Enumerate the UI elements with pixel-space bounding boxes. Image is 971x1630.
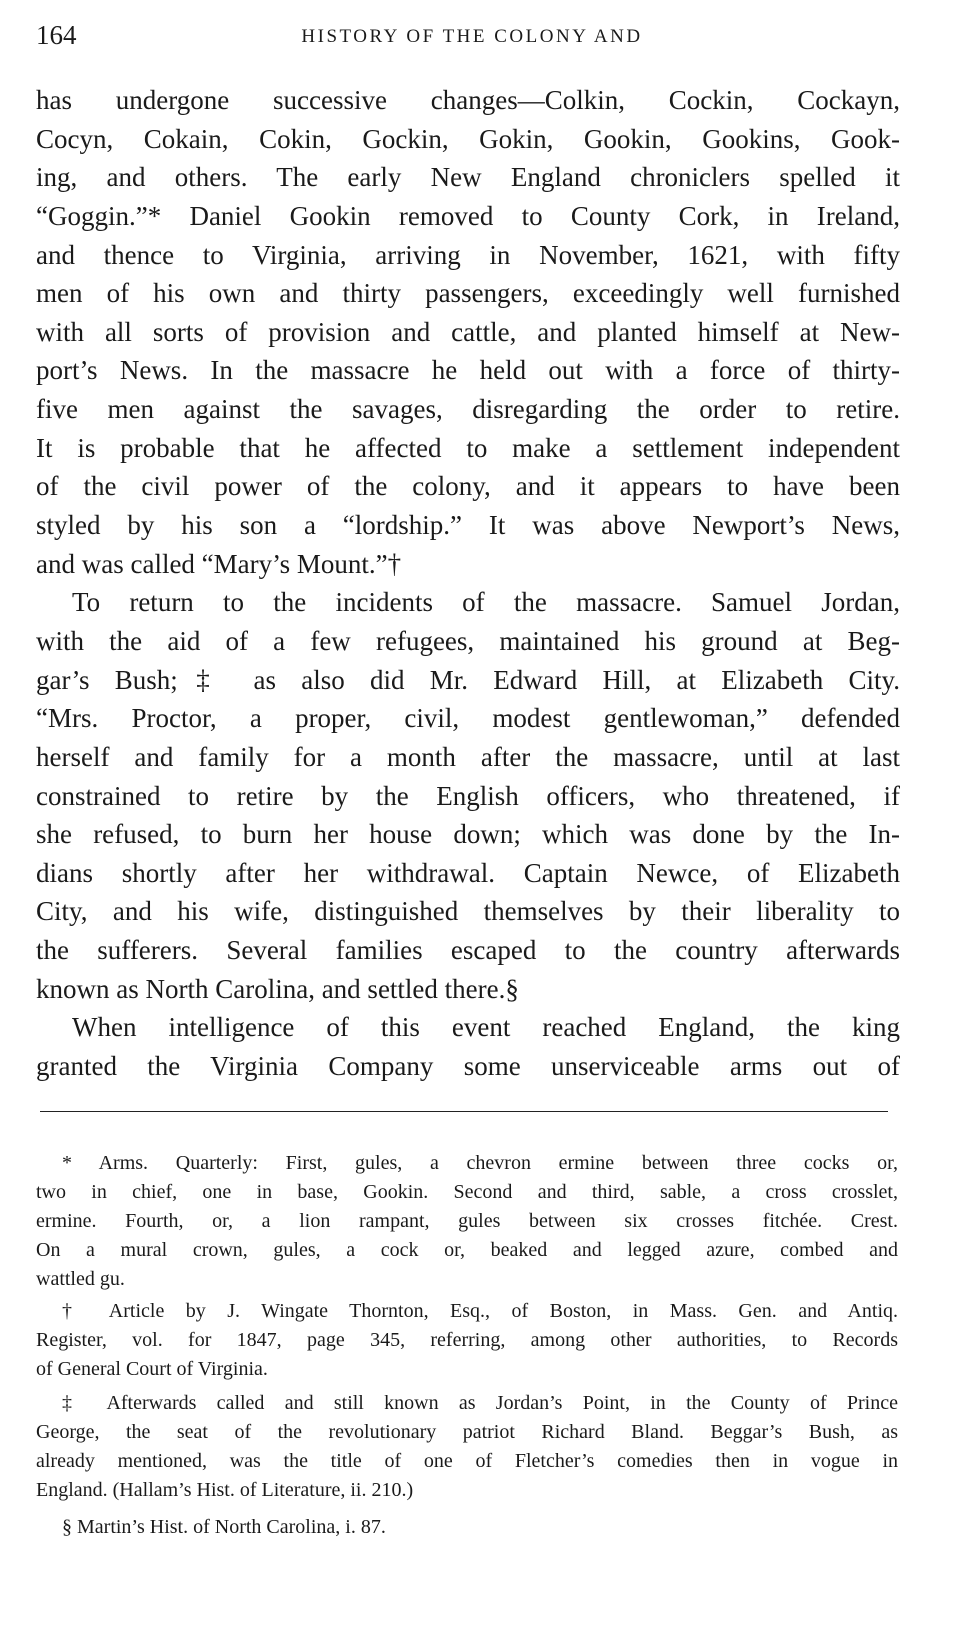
footnote-rule <box>40 1111 888 1112</box>
body-line: with all sorts of provision and cattle, and planted himself at New- <box>36 316 900 347</box>
body-line: herself and family for a month after the massacre, until at last <box>36 741 900 772</box>
body-line: the sufferers. Several families escaped to the country afterwards <box>36 935 900 966</box>
body-line: constrained to retire by the English officers, who threatened, if <box>36 780 900 811</box>
footnote-line: of General Court of Virginia. <box>36 1358 268 1380</box>
body-line: ing, and others. The early New England chroniclers spelled it <box>36 162 900 193</box>
body-line: five men against the savages, disregarding the order to retire. <box>36 394 900 425</box>
footnote-line: ‡ Afterwards called and still known as Jordan’s Point, in the County of Prince <box>62 1392 898 1414</box>
body-line: with the aid of a few refugees, maintained his ground at Beg- <box>36 625 900 656</box>
body-line: has undergone successive changes—Colkin, Cockin, Cockayn, <box>36 85 900 115</box>
body-line: and thence to Virginia, arriving in November, 1621, with fifty <box>36 239 900 270</box>
body-line: gar’s Bush;‡ as also did Mr. Edward Hill, at Elizabeth City. <box>36 664 900 695</box>
body-line: she refused, to burn her house down; which was done by the In- <box>36 819 900 850</box>
footnote-line: George, the seat of the revolutionary patriot Richard Bland. Beggar’s Bush, as <box>36 1421 898 1443</box>
body-line: When intelligence of this event reached England, the king <box>72 1012 900 1043</box>
body-line: To return to the incidents of the massacre. Samuel Jordan, <box>72 587 900 618</box>
running-title: HISTORY OF THE COLONY AND <box>301 26 643 47</box>
body-line: granted the Virginia Company some unserviceable arms out of <box>36 1051 900 1081</box>
footnote-line: * Arms. Quarterly: First, gules, a chevron ermine between three cocks or, <box>62 1152 898 1174</box>
body-line: known as North Carolina, and settled there.§ <box>36 973 519 1004</box>
body-line: Cocyn, Cokain, Cokin, Gockin, Gokin, Gookin, Gookins, Gook- <box>36 123 900 154</box>
footnote-line: Register, vol. for 1847, page 345, referring, among other authorities, to Records <box>36 1329 898 1351</box>
footnote-line: On a mural crown, gules, a cock or, beaked and legged azure, combed and <box>36 1239 898 1261</box>
footnote-line: ermine. Fourth, or, a lion rampant, gules between six crosses fitchée. Crest. <box>36 1210 898 1232</box>
body-line: “Goggin.”* Daniel Gookin removed to County Cork, in Ireland, <box>36 200 900 231</box>
body-line: men of his own and thirty passengers, exceedingly well furnished <box>36 278 900 309</box>
body-line: of the civil power of the colony, and it appears to have been <box>36 471 900 502</box>
footnote-line: two in chief, one in base, Gookin. Second and third, sable, a cross crosslet, <box>36 1181 898 1203</box>
body-line: dians shortly after her withdrawal. Captain Newce, of Elizabeth <box>36 857 900 888</box>
footnote-line: England. (Hallam’s Hist. of Literature, ii. 210.) <box>36 1479 414 1501</box>
body-line: styled by his son a “lordship.” It was above Newport’s News, <box>36 510 900 541</box>
body-line: City, and his wife, distinguished themselves by their liberality to <box>36 896 900 927</box>
body-line: port’s News. In the massacre he held out with a force of thirty- <box>36 355 900 386</box>
body-line: It is probable that he affected to make a settlement independent <box>36 432 900 463</box>
body-line: and was called “Mary’s Mount.”† <box>36 548 402 579</box>
footnote-line: † Article by J. Wingate Thornton, Esq., of Boston, in Mass. Gen. and Antiq. <box>62 1300 898 1322</box>
footnote-line: already mentioned, was the title of one of Fletcher’s comedies then in vogue in <box>36 1450 898 1472</box>
footnote-line: wattled gu. <box>36 1268 125 1290</box>
footnote-line: § Martin’s Hist. of North Carolina, i. 87. <box>62 1516 386 1538</box>
page-number: 164 <box>36 20 77 50</box>
body-line: “Mrs. Proctor, a proper, civil, modest gentlewoman,” defended <box>36 703 900 734</box>
